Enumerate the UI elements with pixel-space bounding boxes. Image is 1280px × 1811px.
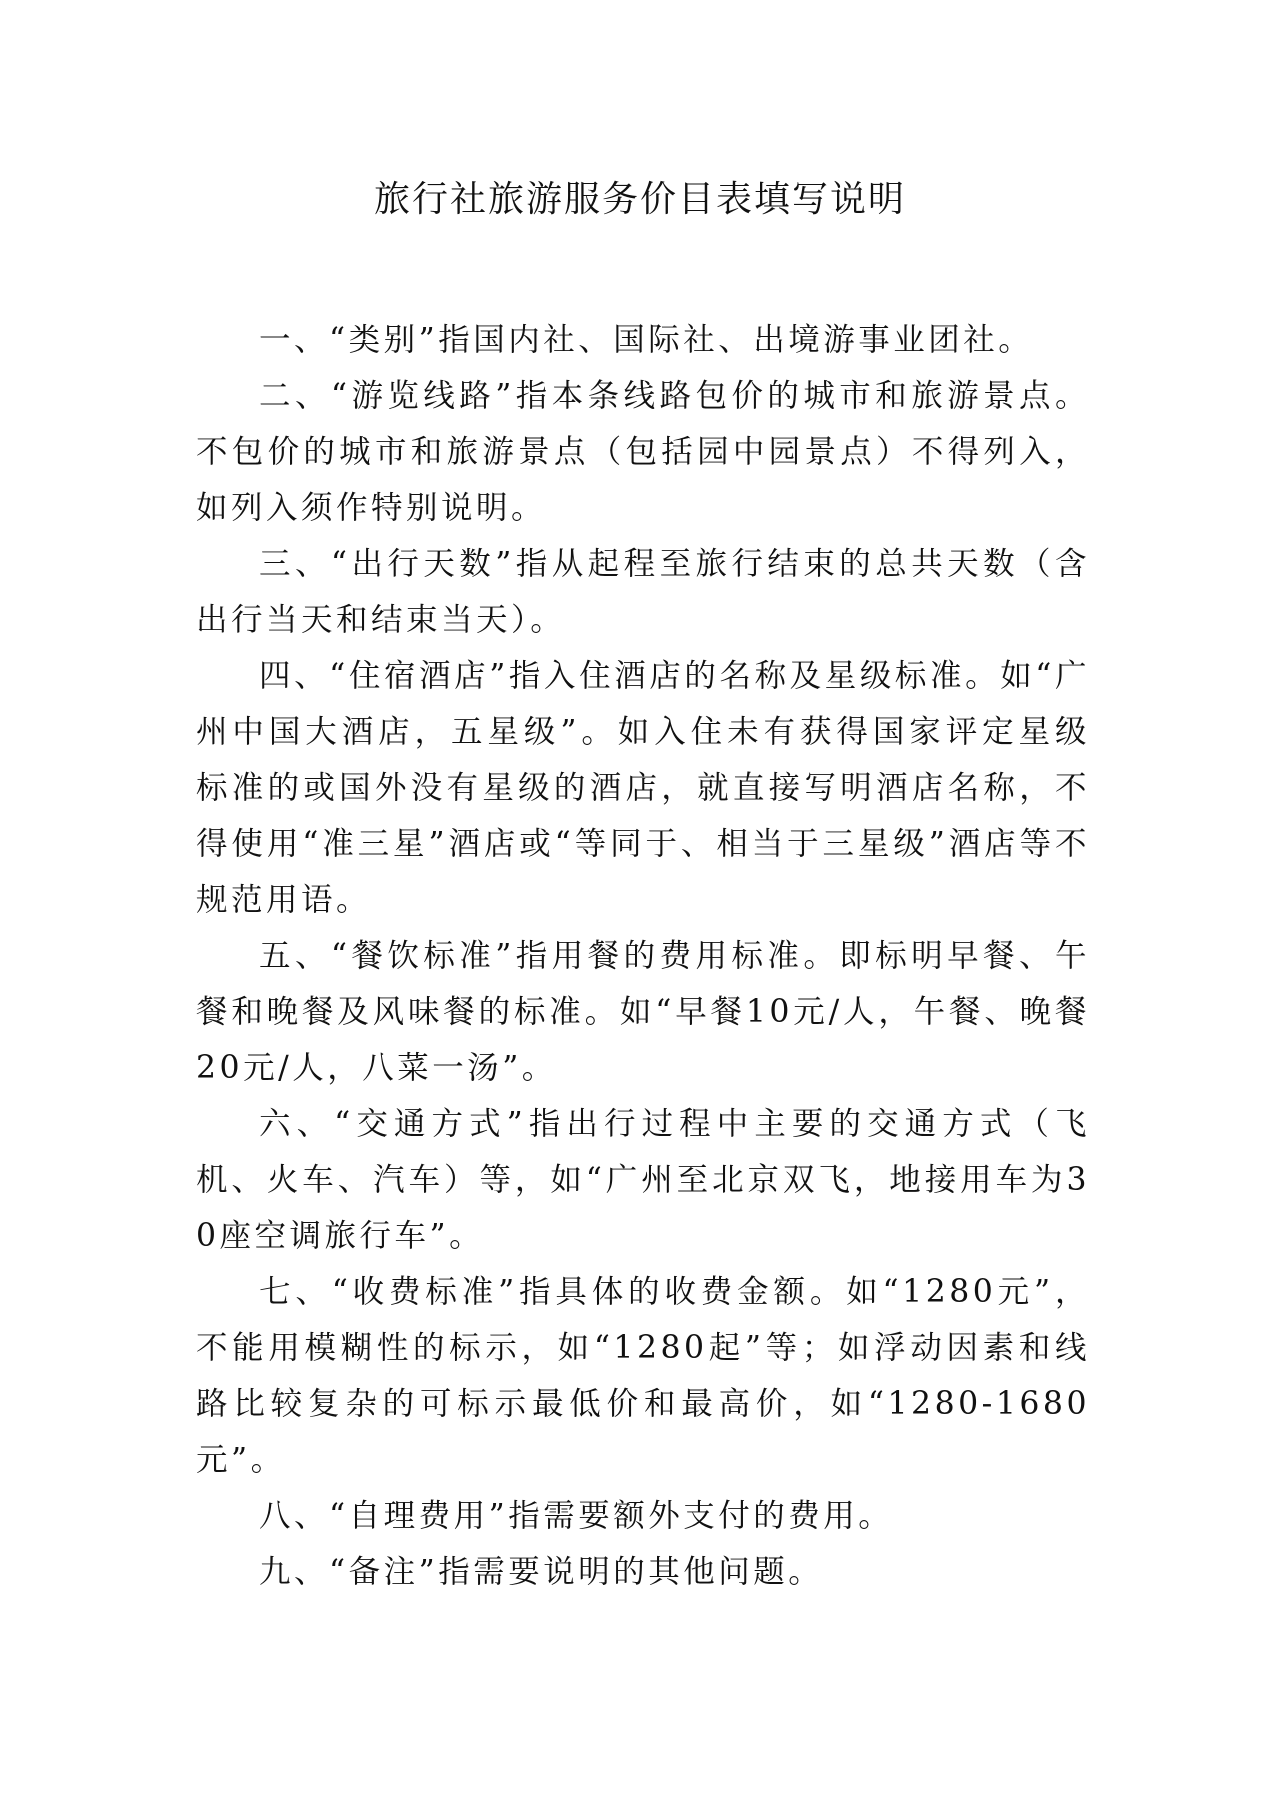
paragraph-self-paid-expenses: 八、“自理费用”指需要额外支付的费用。 [259,1498,894,1534]
paragraph-transport: 六、“交通方式”指出行过程中主要的交通方式（飞机、火车、汽车）等，如“广州至北京双飞，地接用车为30座空调旅行车”。 [196,1106,1090,1254]
paragraph-tour-route: 二、“游览线路”指本条线路包价的城市和旅游景点。不包价的城市和旅游景点（包括园中园景点）不得列入，如列入须作特别说明。 [196,378,1090,526]
paragraph-meal-standard: 五、“餐饮标准”指用餐的费用标准。即标明早餐、午餐和晚餐及风味餐的标准。如“早餐10元/人，午餐、晚餐20元/人，八菜一汤”。 [196,938,1090,1086]
document-body [196,312,1090,1600]
paragraph-travel-days: 三、“出行天数”指从起程至旅行结束的总共天数（含出行当天和结束当天）。 [196,546,1090,638]
paragraph-category: 一、“类别”指国内社、国际社、出境游事业团社。 [259,322,1034,358]
paragraph-remarks: 九、“备注”指需要说明的其他问题。 [259,1554,824,1590]
paragraph-fee-standard: 七、“收费标准”指具体的收费金额。如“1280元”，不能用模糊性的标示，如“1280起”等；如浮动因素和线路比较复杂的可标示最低价和最高价，如“1280-1680元”。 [196,1274,1090,1478]
paragraph-hotel: 四、“住宿酒店”指入住酒店的名称及星级标准。如“广州中国大酒店，五星级”。如入住未有获得国家评定星级标准的或国外没有星级的酒店，就直接写明酒店名称，不得使用“准三星”酒店或“等同于、相当于三星级”酒店等不规范用语。 [196,658,1090,918]
document-title: 旅行社旅游服务价目表填写说明 [373,179,906,220]
